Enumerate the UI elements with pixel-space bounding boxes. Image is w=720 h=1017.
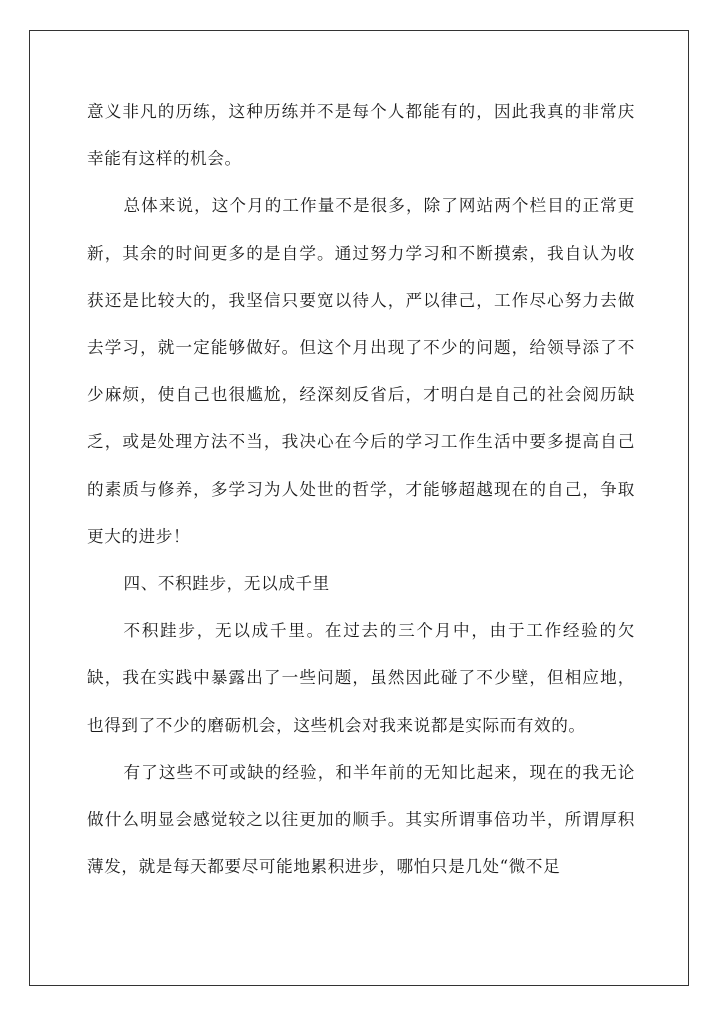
paragraph-accumulation: 不积跬步，无以成千里。在过去的三个月中，由于工作经验的欠缺，我在实践中暴露出了一些问题，虽然因此碰了不少壁，但相应地，也得到了不少的磨砺机会，这些机会对我来说都是实际而有效的。 [87,621,635,735]
paragraph-continuation: 意义非凡的历练，这种历练并不是每个人都能有的，因此我真的非常庆幸能有这样的机会。 [87,102,635,169]
paragraph-work-summary: 总体来说，这个月的工作量不是很多，除了网站两个栏目的正常更新，其余的时间更多的是自学。通过努力学习和不断摸索，我自认为收获还是比较大的，我坚信只要宽以待人，严以律己，工作尽心努力去做去学习，就一定能够做好。但这个月出现了不少的问题，给领导添了不少麻烦，使自己也很尴尬，经深刻反省后，才明白是自己的社会阅历缺乏，或是处理方法不当，我决心在今后的学习工作生活中要多提高自己的素质与修养，多学习为人处世的哲学，才能够超越现在的自己，争取更大的进步！ [87,196,635,546]
section-heading-4: 四、不积跬步，无以成千里 [123,574,330,594]
paragraph-experience: 有了这些不可或缺的经验，和半年前的无知比起来，现在的我无论做什么明显会感觉较之以往更加的顺手。其实所谓事倍功半，所谓厚积薄发，就是每天都要尽可能地累积进步，哪怕只是几处“微不足 [87,762,635,877]
document-body [87,88,635,890]
